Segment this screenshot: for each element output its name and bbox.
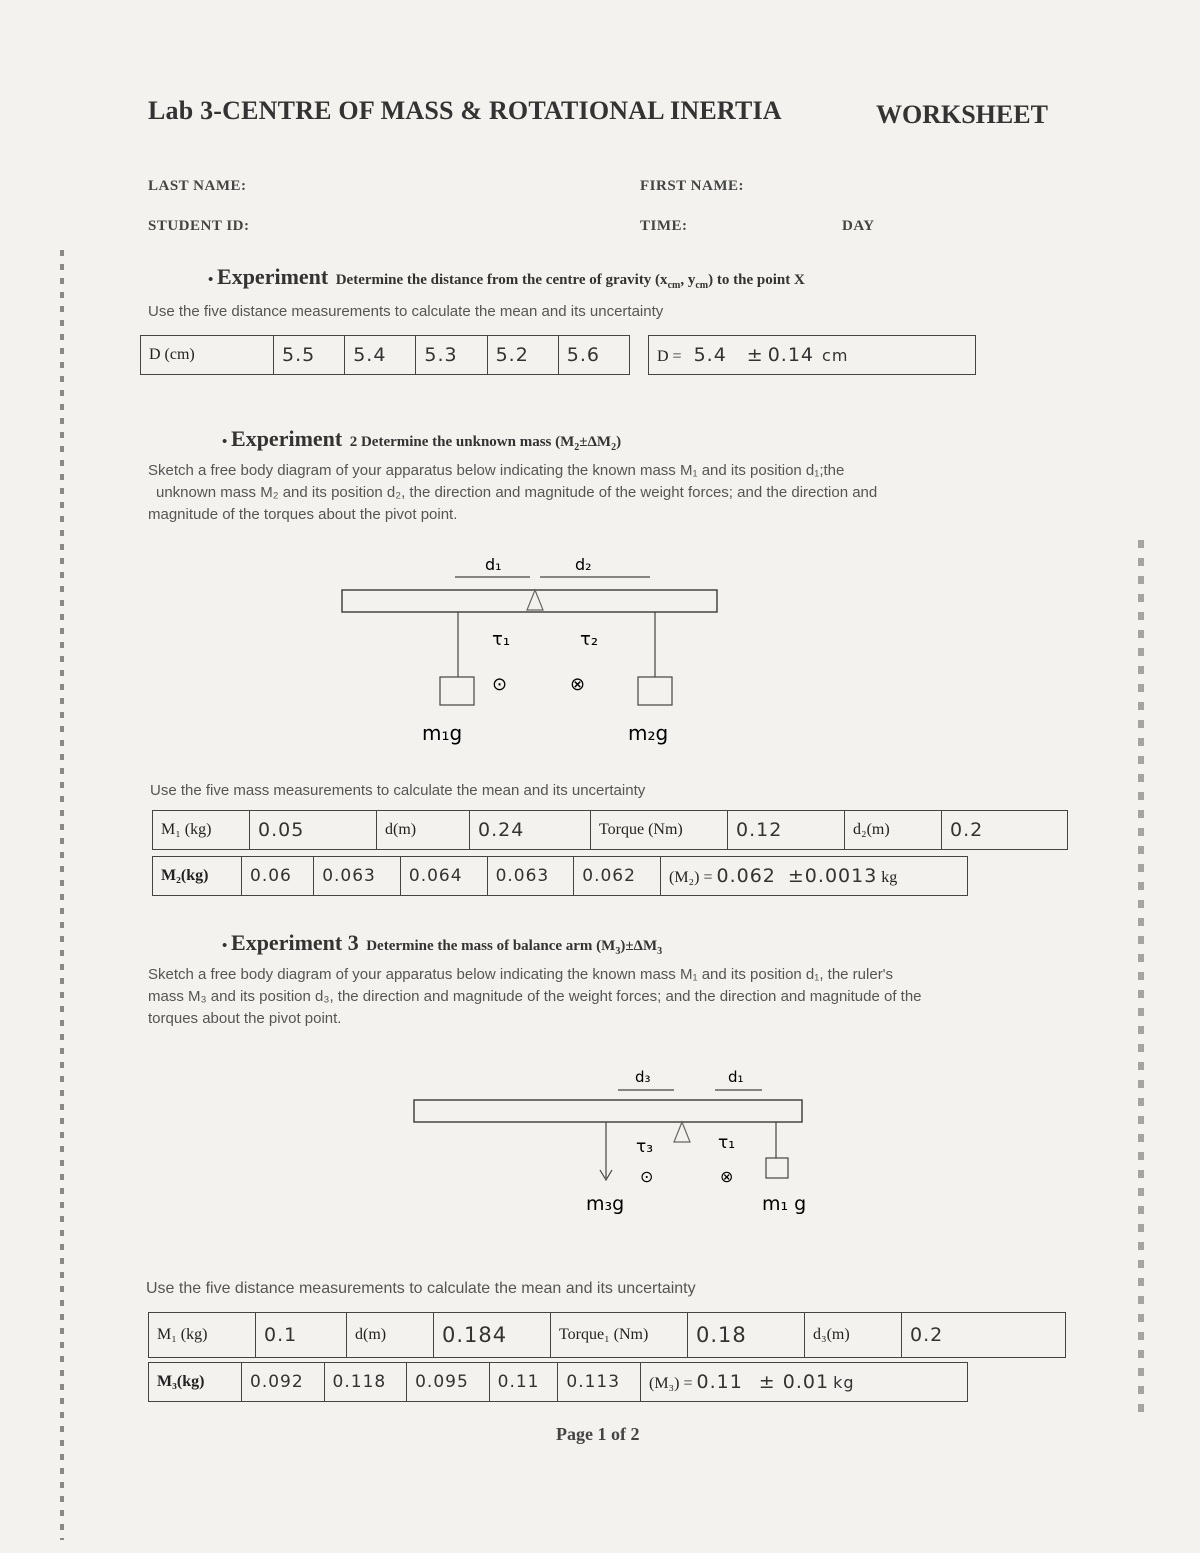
m3-result-value: 0.11 — [696, 1371, 743, 1393]
last-name-label: LAST NAME: — [148, 178, 247, 194]
d3-label-3: d₃(m) — [805, 1313, 902, 1358]
m1-label-3: M₁ (kg) — [149, 1313, 256, 1358]
m2-result-unit: kg — [881, 869, 898, 886]
exp1-desc-rest: ) to the point X — [708, 272, 805, 288]
exp1-result-table — [648, 335, 976, 375]
d1-label-3: d₁ — [728, 1068, 744, 1086]
m2-mass-icon — [638, 677, 672, 705]
d-value-2: 5.4 — [345, 336, 416, 375]
torque-value: 0.12 — [728, 811, 845, 850]
exp3-torque-table — [148, 1312, 1066, 1358]
d3-value-3: 0.2 — [902, 1313, 1066, 1358]
exp1-desc: Determine the distance from the centre of gravity (x — [335, 272, 668, 288]
torque-label-3: Torque₁ (Nm) — [551, 1313, 688, 1358]
m2-value-3: 0.064 — [400, 857, 487, 896]
m3-value-1: 0.092 — [242, 1363, 325, 1402]
m2-value-4: 0.063 — [487, 857, 574, 896]
m3-result-label: (M₃) = — [649, 1375, 693, 1392]
m3-value-5: 0.113 — [558, 1363, 641, 1402]
out-of-page-icon-3: ⊙ — [640, 1167, 654, 1186]
exp2-torque-table — [152, 810, 1068, 850]
balance-ruler-3 — [414, 1100, 802, 1122]
d-value-3: 5.3 — [416, 336, 487, 375]
d3-label: d₃ — [635, 1068, 651, 1086]
exp2-number: 2 — [349, 434, 358, 450]
exp3-desc: Determine the mass of balance arm (M — [366, 938, 616, 954]
m2-value-2: 0.063 — [314, 857, 401, 896]
d1-label: d₁ — [485, 555, 502, 574]
student-id-label: STUDENT ID: — [148, 218, 250, 234]
d2-value: 0.2 — [942, 811, 1068, 850]
torque1-label-3: τ₁ — [718, 1133, 736, 1153]
exp1-instruction: Use the five distance measurements to calculate the mean and its uncertainty — [148, 303, 664, 320]
exp2-instruction-3: magnitude of the torques about the pivot point. — [148, 506, 458, 523]
out-of-page-icon: ⊙ — [492, 674, 508, 695]
exp2-free-body-diagram — [330, 545, 730, 755]
exp3-free-body-diagram — [410, 1060, 810, 1230]
exp1-bullet: • — [208, 272, 214, 288]
d-value-5: 5.6 — [558, 336, 629, 375]
exp2-mass-table — [152, 856, 968, 896]
worksheet-label: WORKSHEET — [876, 100, 1048, 129]
torque3-label: τ₃ — [636, 1137, 654, 1157]
d-value-4: 5.2 — [487, 336, 558, 375]
torque-value-3: 0.18 — [688, 1313, 805, 1358]
page-left-edge — [60, 250, 64, 1540]
d-result-unit: cm — [822, 346, 849, 365]
m3-value-3: 0.095 — [407, 1363, 490, 1402]
exp1-distance-table — [140, 335, 630, 375]
torque1-label: τ₁ — [492, 629, 511, 650]
m3-result-unit: kg — [833, 1373, 855, 1392]
m2-result-label: (M₂) = — [669, 869, 713, 886]
exp2-instruction-mass: Use the five mass measurements to calculate the mean and its uncertainty — [150, 782, 646, 799]
d-header: D (cm) — [141, 336, 274, 375]
torque-label: Torque (Nm) — [591, 811, 728, 850]
exp3-label: Experiment 3 — [231, 930, 359, 955]
page-right-edge — [1138, 540, 1144, 1420]
m1-mass-icon-3 — [766, 1158, 788, 1178]
m1-value-3: 0.1 — [256, 1313, 347, 1358]
exp3-instruction-distance: Use the five distance measurements to calculate the mean and its uncertainty — [146, 1280, 696, 1297]
m1-label: M₁ (kg) — [153, 811, 250, 850]
d2-label: d₂(m) — [845, 811, 942, 850]
page-number: Page 1 of 2 — [556, 1424, 640, 1444]
m1-value: 0.05 — [250, 811, 377, 850]
m3-result-uncertainty: ± 0.01 — [758, 1371, 830, 1393]
d-result-value: 5.4 — [693, 344, 727, 366]
d2-label: d₂ — [575, 555, 592, 574]
d-result-pm: ± — [746, 344, 764, 366]
d-label-3: d(m) — [347, 1313, 434, 1358]
exp2-heading: • Experiment 2 Determine the unknown mass $(M_2\pm\Delta M_2)$ — [222, 426, 622, 453]
first-name-label: FIRST NAME: — [640, 178, 744, 194]
m2g-label: m₂g — [628, 721, 669, 745]
d-result-cell — [649, 336, 976, 375]
m3-value-2: 0.118 — [324, 1363, 407, 1402]
exp1-heading: • Experiment Determine the distance from the centre of gravity ($x_{cm}$, $y_{cm}$) to the point X — [208, 264, 805, 291]
exp3-bullet: • — [222, 938, 228, 954]
day-label: DAY — [842, 218, 875, 234]
exp2-label: Experiment — [231, 426, 343, 451]
m2-result-uncertainty: ±0.0013 — [787, 865, 878, 887]
d-value: 0.24 — [470, 811, 591, 850]
worksheet-title: Lab 3-CENTRE OF MASS & ROTATIONAL INERTIA — [148, 96, 782, 125]
exp2-bullet: • — [222, 434, 228, 450]
m2-value-5: 0.062 — [574, 857, 661, 896]
m1-mass-icon — [440, 677, 474, 705]
m3-result-cell — [641, 1363, 968, 1402]
d-value-3: 0.184 — [434, 1313, 551, 1358]
time-label: TIME: — [640, 218, 688, 234]
exp1-label: Experiment — [217, 264, 329, 289]
d-result-uncertainty: 0.14 — [767, 344, 815, 366]
pivot-icon-3 — [674, 1122, 690, 1142]
m2-result-cell — [661, 857, 968, 896]
d-result-label: D = — [657, 348, 682, 365]
exp2-instruction-2: unknown mass M₂ and its position d₂, the direction and magnitude of the weight forces; and the direction and — [156, 484, 878, 501]
m3g-label: m₃g — [586, 1193, 625, 1215]
m3-label: M₃(kg) — [149, 1363, 242, 1402]
m1g-label-3: m₁ g — [762, 1193, 807, 1215]
exp2-instruction-1: Sketch a free body diagram of your apparatus below indicating the known mass M₁ and its position d₁;the — [148, 462, 845, 479]
into-page-icon: ⊗ — [570, 674, 586, 695]
d-value-1: 5.5 — [274, 336, 345, 375]
exp2-desc: Determine the unknown mass (M — [360, 434, 575, 450]
exp3-instruction-2: mass M₃ and its position d₃, the direction and magnitude of the weight forces; and the direction and magnitude of the — [148, 988, 922, 1005]
exp3-mass-table — [148, 1362, 968, 1402]
m2-label: M₂(kg) — [153, 857, 242, 896]
into-page-icon-3: ⊗ — [720, 1167, 734, 1186]
exp3-instruction-1: Sketch a free body diagram of your apparatus below indicating the known mass M₁ and its position d₁, the ruler's — [148, 966, 894, 983]
m1g-label: m₁g — [422, 721, 463, 745]
m2-value-1: 0.06 — [242, 857, 314, 896]
m3-value-4: 0.11 — [489, 1363, 558, 1402]
exp3-heading: • Experiment 3 Determine the mass of balance arm $(M_3)\pm\Delta M_3$ — [222, 930, 663, 957]
exp3-instruction-3: torques about the pivot point. — [148, 1010, 342, 1027]
torque2-label: τ₂ — [580, 629, 599, 650]
d-label: d(m) — [377, 811, 470, 850]
pivot-icon — [527, 590, 543, 610]
m2-result-value: 0.062 — [716, 865, 776, 887]
balance-ruler — [342, 590, 717, 612]
